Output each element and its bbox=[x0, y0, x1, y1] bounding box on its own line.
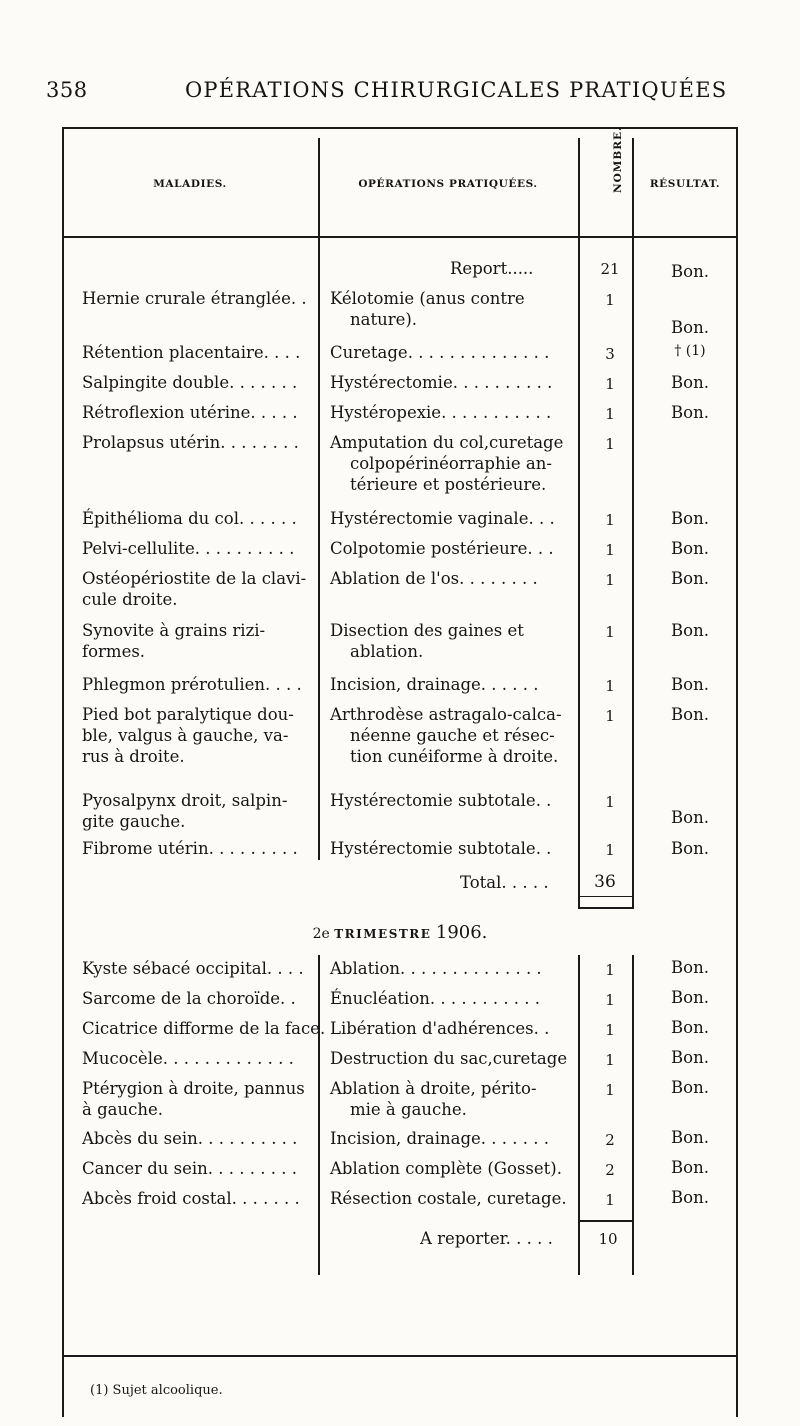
section1-row-operation bbox=[330, 790, 551, 811]
running-title: OPÉRATIONS CHIRURGICALES PRATIQUÉES bbox=[185, 78, 728, 102]
section1-row-operation bbox=[330, 508, 555, 529]
maladie-line: Pied bot paralytique dou- bbox=[82, 705, 294, 724]
section1-row-operation bbox=[330, 838, 551, 859]
section2-row-nombre: 2 bbox=[605, 1161, 615, 1179]
section1-row-nombre: 1 bbox=[605, 571, 615, 589]
section2-row-maladie bbox=[82, 988, 296, 1009]
col-divider-1 bbox=[318, 138, 320, 860]
maladie-line: rus à droite. bbox=[82, 747, 185, 766]
maladie-line: Mucocèle. . . . . . . . . . . . . bbox=[82, 1049, 294, 1068]
operation-line: Arthrodèse astragalo-calca- bbox=[330, 705, 562, 724]
section2-row-operation bbox=[330, 1128, 549, 1149]
col-divider-2 bbox=[578, 138, 580, 908]
section2-row-resultat: Bon. bbox=[671, 958, 709, 977]
maladie-line: Rétroflexion utérine. . . . . bbox=[82, 403, 298, 422]
section1-row-operation bbox=[330, 620, 524, 662]
section2-ordinal: 2e bbox=[312, 926, 330, 942]
section1-row-resultat: Bon. bbox=[671, 539, 709, 558]
maladie-line: cule droite. bbox=[82, 590, 178, 609]
carry-value: 10 bbox=[598, 1230, 618, 1248]
section1-end-rule bbox=[578, 907, 634, 909]
section1-row-resultat: Bon. bbox=[671, 318, 709, 337]
section1-row-maladie bbox=[82, 402, 298, 423]
section1-row-maladie bbox=[82, 508, 297, 529]
section1-row-resultat: Bon. bbox=[671, 509, 709, 528]
section1-row-resultat: † (1) bbox=[674, 343, 706, 359]
section2-row-operation bbox=[330, 1078, 537, 1120]
section2-row-maladie bbox=[82, 958, 304, 979]
maladie-line: Ptérygion à droite, pannus bbox=[82, 1079, 305, 1098]
operation-line: tion cunéiforme à droite. bbox=[350, 747, 559, 766]
section1-row-nombre: 1 bbox=[605, 291, 615, 309]
operation-line: Ablation complète (Gosset). bbox=[330, 1159, 562, 1178]
section2-row-resultat: Bon. bbox=[671, 1188, 709, 1207]
maladie-line: ble, valgus à gauche, va- bbox=[82, 726, 289, 745]
footnote-rule bbox=[62, 1355, 738, 1357]
maladie-line: Rétention placentaire. . . . bbox=[82, 343, 301, 362]
section1-row-resultat: Bon. bbox=[671, 621, 709, 640]
footnote: (1) Sujet alcoolique. bbox=[90, 1383, 223, 1398]
operation-line: Incision, drainage. . . . . . bbox=[330, 675, 539, 694]
maladie-line: Abcès froid costal. . . . . . . bbox=[82, 1189, 300, 1208]
section2-row-nombre: 1 bbox=[605, 1021, 615, 1039]
section1-row-maladie bbox=[82, 568, 306, 610]
maladie-line: Pyosalpynx droit, salpin- bbox=[82, 791, 288, 810]
maladie-line: Synovite à grains rizi- bbox=[82, 621, 266, 640]
section2-row-resultat: Bon. bbox=[671, 1048, 709, 1067]
operation-line: Hystéropexie. . . . . . . . . . . bbox=[330, 403, 552, 422]
section2-label: TRIMESTRE bbox=[334, 927, 432, 941]
section2-row-resultat: Bon. bbox=[671, 1128, 709, 1147]
section2-row-operation bbox=[330, 1018, 549, 1039]
carry-box-left bbox=[578, 1220, 580, 1272]
operation-line: Disection des gaines et bbox=[330, 621, 524, 640]
section1-row-nombre: 1 bbox=[605, 511, 615, 529]
section1-row-resultat: Bon. bbox=[671, 403, 709, 422]
report-result: Bon. bbox=[671, 262, 709, 281]
section1-row-nombre: 1 bbox=[605, 623, 615, 641]
operation-line: Hystérectomie. . . . . . . . . . bbox=[330, 373, 553, 392]
section1-row-maladie bbox=[82, 432, 299, 453]
maladie-line: Ostéopériostite de la clavi- bbox=[82, 569, 307, 588]
operation-line: Hystérectomie subtotale. . bbox=[330, 839, 552, 858]
maladie-line: Épithélioma du col. . . . . . bbox=[82, 509, 297, 528]
section1-row-resultat: Bon. bbox=[671, 705, 709, 724]
section2-row-maladie bbox=[82, 1128, 297, 1149]
maladie-line: Abcès du sein. . . . . . . . . . bbox=[82, 1129, 298, 1148]
section2-row-nombre: 2 bbox=[605, 1131, 615, 1149]
section1-row-nombre: 1 bbox=[605, 841, 615, 859]
report-label: Report..... bbox=[450, 259, 534, 278]
page-header bbox=[0, 0, 800, 120]
section1-row-maladie bbox=[82, 538, 294, 559]
section1-row-operation bbox=[330, 288, 525, 330]
operation-line: Énucléation. . . . . . . . . . . bbox=[330, 989, 541, 1008]
maladie-line: Prolapsus utérin. . . . . . . . bbox=[82, 433, 299, 452]
section1-row-operation bbox=[330, 704, 562, 767]
section1-row-resultat: Bon. bbox=[671, 839, 709, 858]
section1-row-resultat: Bon. bbox=[671, 373, 709, 392]
operation-line: Hystérectomie subtotale. . bbox=[330, 791, 552, 810]
section1-row-operation bbox=[330, 372, 552, 393]
section1-row-nombre: 3 bbox=[605, 345, 615, 363]
operation-line: néenne gauche et résec- bbox=[350, 726, 555, 745]
section1-row-nombre: 1 bbox=[605, 677, 615, 695]
section1-row-maladie bbox=[82, 790, 287, 832]
col-divider-1b bbox=[318, 955, 320, 1275]
section2-row-nombre: 1 bbox=[605, 1081, 615, 1099]
section2-row-operation bbox=[330, 958, 542, 979]
total-value: 36 bbox=[594, 872, 616, 892]
section2-row-maladie bbox=[82, 1188, 300, 1209]
section1-row-maladie bbox=[82, 372, 297, 393]
operation-line: Incision, drainage. . . . . . . bbox=[330, 1129, 549, 1148]
operation-line: Kélotomie (anus contre bbox=[330, 289, 525, 308]
section1-row-resultat: Bon. bbox=[671, 569, 709, 588]
operation-line: Résection costale, curetage. bbox=[330, 1189, 567, 1208]
section2-row-operation bbox=[330, 1048, 567, 1069]
maladie-line: Fibrome utérin. . . . . . . . . bbox=[82, 839, 298, 858]
carry-box-right bbox=[632, 1220, 634, 1272]
section1-row-maladie bbox=[82, 838, 298, 859]
maladie-line: Pelvi-cellulite. . . . . . . . . . bbox=[82, 539, 295, 558]
section1-row-operation bbox=[330, 674, 539, 695]
table-top-rule bbox=[62, 127, 738, 129]
operation-line: Ablation de l'os. . . . . . . . bbox=[330, 569, 538, 588]
maladie-line: Hernie crurale étranglée. . bbox=[82, 289, 307, 308]
column-header-resultat: RÉSULTAT. bbox=[649, 178, 721, 190]
section2-row-resultat: Bon. bbox=[671, 1158, 709, 1177]
section1-row-maladie bbox=[82, 704, 294, 767]
section1-row-nombre: 1 bbox=[605, 707, 615, 725]
section2-year: 1906. bbox=[435, 922, 488, 943]
header-bottom-rule bbox=[62, 236, 738, 238]
section1-row-nombre: 1 bbox=[605, 541, 615, 559]
section1-row-operation bbox=[330, 432, 563, 495]
table-left-rule bbox=[62, 127, 64, 1417]
column-header-maladies: MALADIES. bbox=[153, 178, 227, 190]
operation-line: nature). bbox=[350, 310, 418, 329]
col-divider-3 bbox=[632, 138, 634, 908]
section2-row-nombre: 1 bbox=[605, 1051, 615, 1069]
section2-row-nombre: 1 bbox=[605, 1191, 615, 1209]
section1-row-nombre: 1 bbox=[605, 375, 615, 393]
maladie-line: Cancer du sein. . . . . . . . . bbox=[82, 1159, 297, 1178]
section1-row-maladie bbox=[82, 674, 302, 695]
table-right-rule bbox=[736, 127, 738, 1417]
column-header-operations: OPÉRATIONS PRATIQUÉES. bbox=[358, 178, 538, 190]
section1-row-operation bbox=[330, 402, 551, 423]
section1-row-maladie bbox=[82, 288, 307, 309]
operation-line: colpopérinéorraphie an- bbox=[350, 454, 552, 473]
maladie-line: Kyste sébacé occipital. . . . bbox=[82, 959, 304, 978]
operation-line: térieure et postérieure. bbox=[350, 475, 547, 494]
section2-row-nombre: 1 bbox=[605, 961, 615, 979]
operation-line: ablation. bbox=[350, 642, 424, 661]
operation-line: mie à gauche. bbox=[350, 1100, 467, 1119]
operation-line: Ablation à droite, périto- bbox=[330, 1079, 537, 1098]
operation-line: Hystérectomie vaginale. . . bbox=[330, 509, 555, 528]
section1-row-resultat: Bon. bbox=[671, 675, 709, 694]
maladie-line: Salpingite double. . . . . . . bbox=[82, 373, 298, 392]
operation-line: Libération d'adhérences. . bbox=[330, 1019, 550, 1038]
maladie-line: à gauche. bbox=[82, 1100, 163, 1119]
section2-row-resultat: Bon. bbox=[671, 988, 709, 1007]
section1-row-nombre: 1 bbox=[605, 435, 615, 453]
section1-row-operation bbox=[330, 538, 554, 559]
section2-row-resultat: Bon. bbox=[671, 1078, 709, 1097]
total-label: Total. . . . . bbox=[460, 873, 549, 892]
carry-label: A reporter. . . . . bbox=[420, 1229, 553, 1248]
section1-row-operation bbox=[330, 342, 549, 363]
operation-line: Amputation du col,curetage bbox=[330, 433, 564, 452]
section2-row-maladie bbox=[82, 1078, 305, 1120]
carry-rule bbox=[578, 1220, 634, 1222]
section2-row-operation bbox=[330, 988, 540, 1009]
section1-row-maladie bbox=[82, 620, 265, 662]
maladie-line: Cicatrice difforme de la face. bbox=[82, 1019, 326, 1038]
maladie-line: Sarcome de la choroïde. . bbox=[82, 989, 296, 1008]
section2-row-maladie bbox=[82, 1018, 325, 1039]
maladie-line: gite gauche. bbox=[82, 812, 186, 831]
section2-row-maladie bbox=[82, 1158, 297, 1179]
section1-row-nombre: 1 bbox=[605, 405, 615, 423]
section1-row-nombre: 1 bbox=[605, 793, 615, 811]
section2-row-resultat: Bon. bbox=[671, 1018, 709, 1037]
operation-line: Colpotomie postérieure. . . bbox=[330, 539, 554, 558]
section2-row-nombre: 1 bbox=[605, 991, 615, 1009]
operation-line: Ablation. . . . . . . . . . . . . . bbox=[330, 959, 542, 978]
section1-row-maladie bbox=[82, 342, 300, 363]
maladie-line: formes. bbox=[82, 642, 146, 661]
operation-line: Curetage. . . . . . . . . . . . . . bbox=[330, 343, 550, 362]
section1-row-resultat: Bon. bbox=[671, 808, 709, 827]
section2-row-operation bbox=[330, 1158, 562, 1179]
section2-row-operation bbox=[330, 1188, 567, 1209]
section2-title bbox=[0, 922, 800, 943]
column-header-nombre: NOMBRE. bbox=[612, 126, 624, 193]
section2-row-maladie bbox=[82, 1048, 294, 1069]
section1-row-operation bbox=[330, 568, 538, 589]
maladie-line: Phlegmon prérotulien. . . . bbox=[82, 675, 302, 694]
page-number: 358 bbox=[46, 78, 88, 102]
report-value: 21 bbox=[600, 260, 620, 278]
operation-line: Destruction du sac,curetage bbox=[330, 1049, 568, 1068]
